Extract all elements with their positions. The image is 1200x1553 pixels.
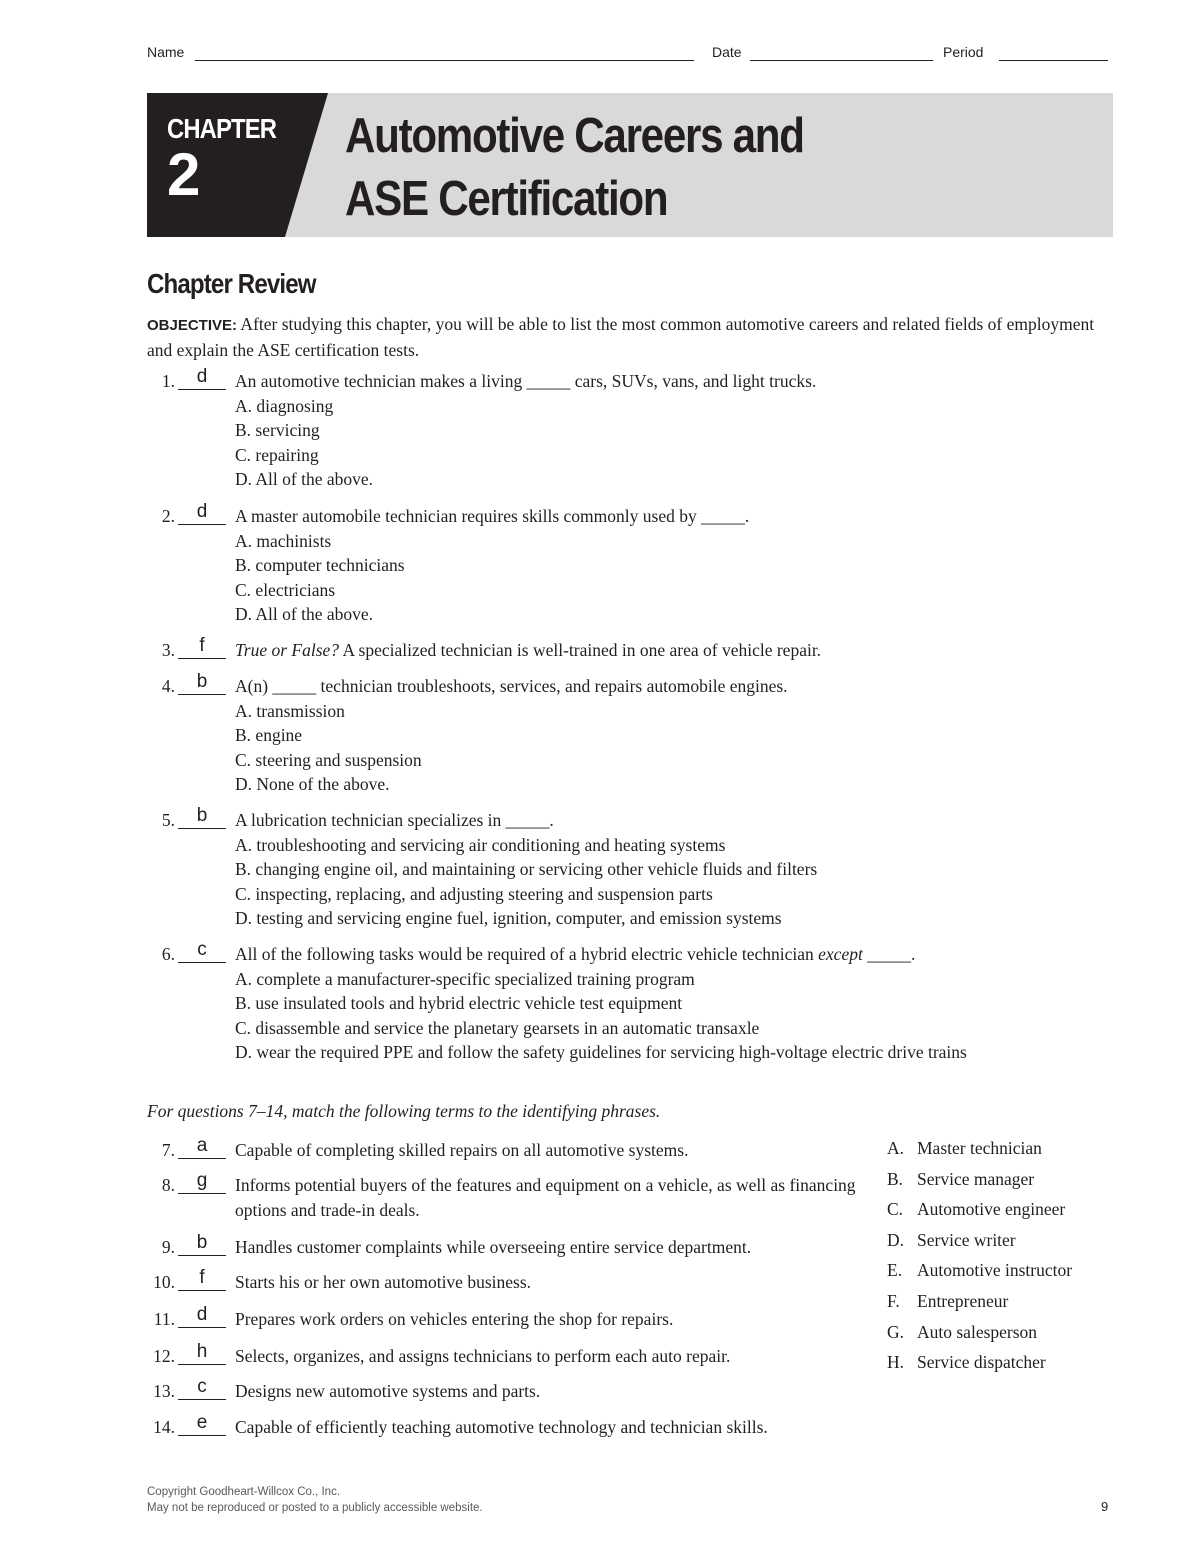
question-stem-tail: _____. (862, 944, 916, 964)
option-c: C. steering and suspension (235, 749, 422, 770)
question-number: 3. (161, 640, 175, 660)
question-number: 7. (161, 1140, 175, 1160)
chapter-title (345, 105, 804, 231)
question-stem: A master automobile technician requires skills commonly used by _____. (235, 506, 750, 526)
term-item (887, 1258, 1127, 1289)
question-text: Capable of efficiently teaching automotive technology and technician skills. (235, 1417, 768, 1437)
option-d: D. None of the above. (235, 774, 390, 794)
chapter-banner (147, 93, 1113, 237)
question-text: Informs potential buyers of the features and equipment on a vehicle, as well as financing options and trade-in deals. (235, 1175, 856, 1220)
question-number: 12. (153, 1346, 175, 1366)
question-stem: A lubrication technician specializes in _____. (235, 810, 554, 830)
answer-blank[interactable]: b (178, 674, 226, 695)
answer-blank[interactable]: g (178, 1173, 226, 1194)
date-field[interactable] (750, 60, 933, 61)
answer-blank[interactable]: e (178, 1415, 226, 1436)
chapter-title-line1: Automotive Careers and (345, 109, 804, 163)
option-b: B. servicing (235, 420, 320, 440)
term-letter: D. (887, 1229, 905, 1250)
answer-blank[interactable]: f (178, 1270, 226, 1291)
question-4 (147, 671, 887, 797)
objective (147, 312, 1115, 362)
matching-question-14 (147, 1412, 887, 1440)
chapter-title-line2: ASE Certification (345, 172, 668, 226)
question-text: Selects, organizes, and assigns technicians to perform each auto repair. (235, 1346, 731, 1366)
option-b: B. computer technicians (235, 555, 405, 575)
term-item (887, 1320, 1127, 1351)
option-b: B. engine (235, 725, 303, 745)
term-text: Service writer (917, 1229, 1016, 1250)
question-stem: An automotive technician makes a living _____ cars, SUVs, vans, and light trucks. (235, 371, 817, 391)
matching-question-7 (147, 1135, 887, 1163)
answer-blank[interactable]: h (178, 1344, 226, 1365)
answer-blank[interactable]: a (178, 1138, 226, 1159)
option-c: C. disassemble and service the planetary gearsets in an automatic transaxle (235, 1017, 760, 1038)
chapter-label: CHAPTER (167, 113, 277, 144)
name-field[interactable] (195, 60, 694, 61)
term-text: Automotive instructor (917, 1260, 1073, 1281)
answer-blank[interactable]: d (178, 369, 226, 390)
option-d: D. All of the above. (235, 604, 374, 624)
question-3 (147, 635, 887, 663)
answer-blank[interactable]: c (178, 942, 226, 963)
term-text: Auto salesperson (917, 1321, 1038, 1342)
question-number: 6. (161, 944, 175, 964)
student-info-line (147, 44, 1110, 66)
option-b: B. use insulated tools and hybrid electric vehicle test equipment (235, 993, 683, 1013)
question-5 (147, 805, 1115, 931)
option-a: A. machinists (235, 530, 332, 551)
page-number: 9 (1101, 1499, 1109, 1514)
option-d: D. All of the above. (235, 469, 374, 489)
term-item (887, 1136, 1127, 1167)
option-c: C. electricians (235, 579, 336, 600)
question-stem (235, 942, 1115, 967)
term-letter: B. (887, 1168, 904, 1189)
matching-instructions: For questions 7–14, match the following terms to the identifying phrases. (147, 1101, 661, 1121)
term-text: Service manager (917, 1168, 1035, 1189)
period-label: Period (943, 44, 984, 60)
term-letter: G. (887, 1321, 905, 1342)
term-item (887, 1289, 1127, 1320)
option-d: D. testing and servicing engine fuel, ignition, computer, and emission systems (235, 908, 782, 928)
option-c: C. inspecting, replacing, and adjusting steering and suspension parts (235, 883, 713, 904)
answer-blank[interactable]: b (178, 808, 226, 829)
answer-blank[interactable]: b (178, 1235, 226, 1256)
term-text: Entrepreneur (917, 1290, 1009, 1311)
answer-blank[interactable]: f (178, 638, 226, 659)
question-number: 9. (161, 1237, 175, 1257)
true-false-label: True or False? (235, 640, 340, 660)
question-number: 11. (153, 1309, 175, 1329)
question-text: Designs new automotive systems and parts. (235, 1381, 541, 1401)
question-stem (235, 638, 887, 663)
question-number: 2. (161, 506, 175, 526)
option-a: A. transmission (235, 700, 345, 721)
option-a: A. troubleshooting and servicing air conditioning and heating systems (235, 834, 726, 855)
option-c: C. repairing (235, 444, 319, 465)
term-text: Master technician (917, 1138, 1042, 1158)
copyright-text: Copyright Goodheart-Willcox Co., Inc. (147, 1486, 341, 1498)
term-item (887, 1197, 1127, 1228)
question-number: 1. (161, 371, 175, 391)
question-text: Handles customer complaints while overseeing entire service department. (235, 1237, 752, 1257)
matching-question-12 (147, 1341, 887, 1369)
footer (147, 1484, 483, 1516)
objective-label: OBJECTIVE: (147, 317, 238, 334)
question-number: 4. (161, 676, 175, 696)
answer-blank[interactable]: d (178, 1307, 226, 1328)
question-2 (147, 501, 887, 627)
term-item (887, 1167, 1127, 1198)
reproduction-notice: May not be reproduced or posted to a publicly accessible website. (147, 1502, 483, 1514)
term-text: Service dispatcher (917, 1352, 1046, 1373)
name-label: Name (147, 44, 185, 60)
question-stem-text: All of the following tasks would be required of a hybrid electric vehicle technician (235, 944, 819, 964)
question-6 (147, 939, 1115, 1065)
term-item (887, 1228, 1127, 1259)
matching-question-8 (147, 1170, 872, 1222)
option-a: A. diagnosing (235, 395, 334, 416)
matching-question-9 (147, 1232, 887, 1260)
objective-text: After studying this chapter, you will be able to list the most common automotive careers and related fields of employment and explain the ASE certification tests. (147, 314, 1095, 360)
date-label: Date (712, 44, 742, 60)
question-stem: A(n) _____ technician troubleshoots, services, and repairs automobile engines. (235, 676, 788, 696)
question-number: 10. (153, 1272, 175, 1292)
question-text: Starts his or her own automotive business. (235, 1272, 532, 1292)
option-b: B. changing engine oil, and maintaining or servicing other vehicle fluids and filters (235, 859, 818, 879)
matching-question-13 (147, 1376, 887, 1404)
question-number: 8. (161, 1175, 175, 1195)
term-letter: E. (887, 1260, 903, 1281)
answer-blank[interactable]: d (178, 504, 226, 525)
question-number: 5. (161, 810, 175, 830)
term-letter: F. (887, 1290, 900, 1311)
matching-question-10 (147, 1267, 887, 1295)
term-text: Automotive engineer (917, 1199, 1066, 1220)
term-letter: A. (887, 1138, 905, 1158)
option-d: D. wear the required PPE and follow the safety guidelines for servicing high-voltage electric drive trains (235, 1042, 967, 1062)
question-text: Capable of completing skilled repairs on all automotive systems. (235, 1140, 689, 1160)
question-stem-text: A specialized technician is well-trained in one area of vehicle repair. (339, 640, 822, 660)
term-letter: H. (887, 1352, 905, 1373)
section-title: Chapter Review (147, 268, 316, 299)
term-letter: C. (887, 1199, 904, 1220)
matching-question-11 (147, 1304, 887, 1332)
question-number: 14. (153, 1417, 175, 1437)
option-a: A. complete a manufacturer-specific specialized training program (235, 968, 695, 989)
period-field[interactable] (999, 60, 1108, 61)
chapter-number: 2 (167, 141, 201, 208)
term-item (887, 1350, 1127, 1381)
terms-list (887, 1136, 1127, 1381)
question-text: Prepares work orders on vehicles entering the shop for repairs. (235, 1309, 674, 1329)
question-number: 13. (153, 1381, 175, 1401)
answer-blank[interactable]: c (178, 1379, 226, 1400)
question-1 (147, 366, 887, 492)
except-emphasis: except (818, 944, 863, 964)
